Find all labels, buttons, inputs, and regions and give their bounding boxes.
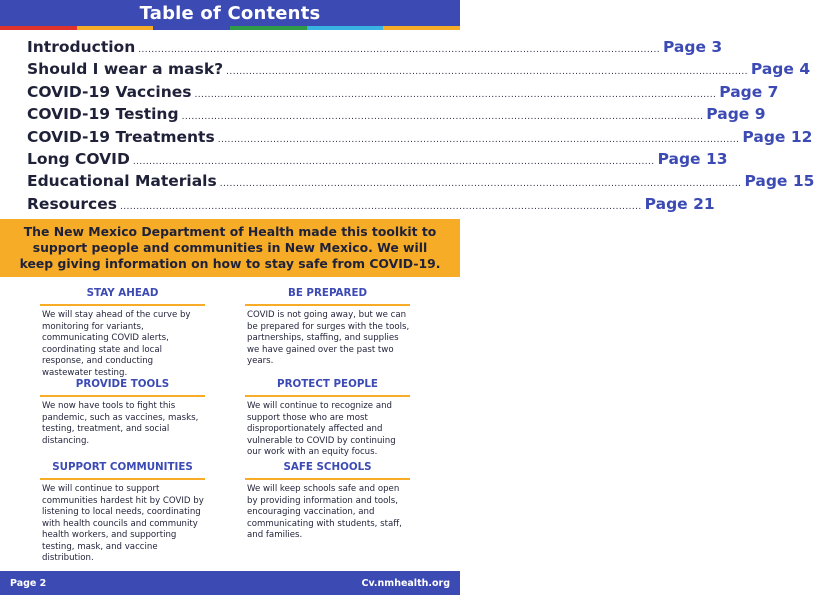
toc-page-number: Page 21 [644, 194, 715, 213]
toc-entry-title: Resources [27, 194, 117, 213]
page-header [0, 0, 460, 26]
toc-dot-leader: ................................................................................................................................................................ [219, 179, 742, 190]
toc-page-number: Page 15 [744, 172, 814, 191]
card-safe-schools [245, 461, 410, 542]
card-title: STAY AHEAD [40, 287, 205, 306]
stripe-segment [383, 26, 460, 30]
stripe-segment [230, 26, 307, 30]
toc-entry-title: COVID-19 Testing [27, 105, 179, 124]
toc-entry-vaccines[interactable] [27, 82, 779, 105]
toc-page-number: Page 13 [657, 149, 728, 168]
card-protect-people [245, 378, 410, 459]
toc-entry-testing[interactable] [27, 105, 766, 127]
page-footer [0, 571, 460, 595]
toc-entry-title: Educational Materials [27, 172, 217, 191]
card-title: BE PREPARED [245, 287, 410, 306]
stripe-segment [307, 26, 384, 30]
card-body: We will keep schools safe and open by providing information and tools, encouraging vaccination, and communicating with students, staff, and families. [247, 484, 402, 540]
toc-entry-title: COVID-19 Treatments [27, 127, 215, 146]
card-be-prepared [245, 287, 410, 368]
card-body: We now have tools to fight this pandemic, such as vaccines, masks, testing, treatment, and social distancing. [42, 401, 199, 446]
toc-entry-long-covid[interactable] [27, 149, 728, 172]
card-support-communities [40, 461, 205, 565]
toc-page-number: Page 7 [719, 82, 779, 101]
footer-page-number: Page 2 [10, 577, 47, 589]
card-body: COVID is not going away, but we can be prepared for surges with the tools, partnerships, staffing, and supplies we have gained over the past two years. [247, 310, 410, 366]
card-title: PROVIDE TOOLS [40, 378, 205, 397]
page-title: Table of Contents [139, 2, 321, 24]
mission-banner [0, 219, 460, 277]
toc-dot-leader: ................................................................................................................................................................ [132, 156, 655, 167]
card-body: We will continue to support communities hardest hit by COVID by listening to local needs, coordinating with health councils and community health workers, and supporting testing, mask, and vaccine distribution. [42, 484, 204, 563]
stripe-segment [0, 26, 77, 30]
card-body: We will continue to recognize and support those who are most disproportionately affected and vulnerable to COVID by continuing our work with an equity focus. [247, 401, 396, 457]
toc-entry-title: Introduction [27, 38, 136, 56]
toc-dot-leader: ................................................................................................................................................................ [217, 134, 740, 145]
toc-entry-mask[interactable] [27, 60, 811, 82]
card-title: SUPPORT COMMUNITIES [40, 461, 205, 480]
toc-entry-introduction[interactable] [27, 38, 723, 60]
card-title: PROTECT PEOPLE [245, 378, 410, 397]
toc-page-number: Page 12 [742, 127, 813, 146]
toc-dot-leader: ................................................................................................................................................................ [181, 112, 704, 123]
stripe-segment [77, 26, 154, 30]
color-stripe [0, 26, 460, 30]
toc-dot-leader: ................................................................................................................................................................ [119, 201, 642, 212]
toc-entry-resources[interactable] [27, 194, 715, 217]
toc-entry-title: Should I wear a mask? [27, 60, 224, 79]
card-provide-tools [40, 378, 205, 447]
toc-entry-title: Long COVID [27, 149, 130, 168]
toc-dot-leader: ................................................................................................................................................................ [194, 89, 717, 100]
footer-website-link[interactable]: Cv.nmhealth.org [361, 577, 450, 589]
toc-entry-educational-materials[interactable] [27, 172, 814, 194]
banner-text: The New Mexico Department of Health made this toolkit to support people and communities in New Mexico. We will keep giving information on how to stay safe from COVID-19. [19, 224, 441, 271]
card-stay-ahead [40, 287, 205, 379]
card-title: SAFE SCHOOLS [245, 461, 410, 480]
toc-entry-title: COVID-19 Vaccines [27, 82, 192, 101]
toc-dot-leader: ................................................................................................................................................................ [226, 67, 748, 78]
toc-page-number: Page 3 [662, 38, 723, 56]
toc-page-number: Page 9 [706, 105, 766, 124]
table-of-contents [27, 38, 814, 217]
stripe-segment [153, 26, 230, 30]
toc-entry-treatments[interactable] [27, 127, 813, 150]
toc-dot-leader: ................................................................................................................................................................ [138, 45, 660, 55]
card-body: We will stay ahead of the curve by monitoring for variants, communicating COVID alerts, coordinating state and local response, and conducting wastewater testing. [42, 310, 191, 378]
toc-page-number: Page 4 [750, 60, 811, 79]
